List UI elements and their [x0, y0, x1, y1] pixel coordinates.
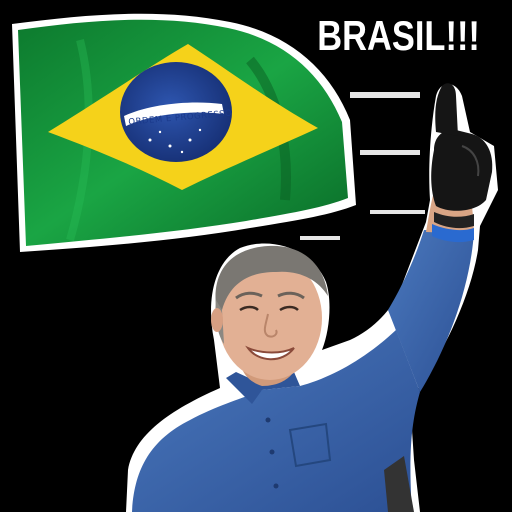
shirt-button: [270, 450, 275, 455]
flag-star: [189, 139, 192, 142]
flag-motto: ORDEM E PROGRESSO: [128, 108, 233, 128]
shirt-button: [274, 484, 279, 489]
ear: [211, 308, 223, 332]
flag-star: [169, 145, 172, 148]
flag-star: [149, 139, 152, 142]
shirt-button: [266, 418, 271, 423]
glove-hand: [431, 130, 492, 211]
headline-text: BRASIL!!!: [314, 12, 483, 60]
flag-star: [159, 131, 161, 133]
flag-star: [199, 129, 201, 131]
flag-star: [181, 151, 183, 153]
